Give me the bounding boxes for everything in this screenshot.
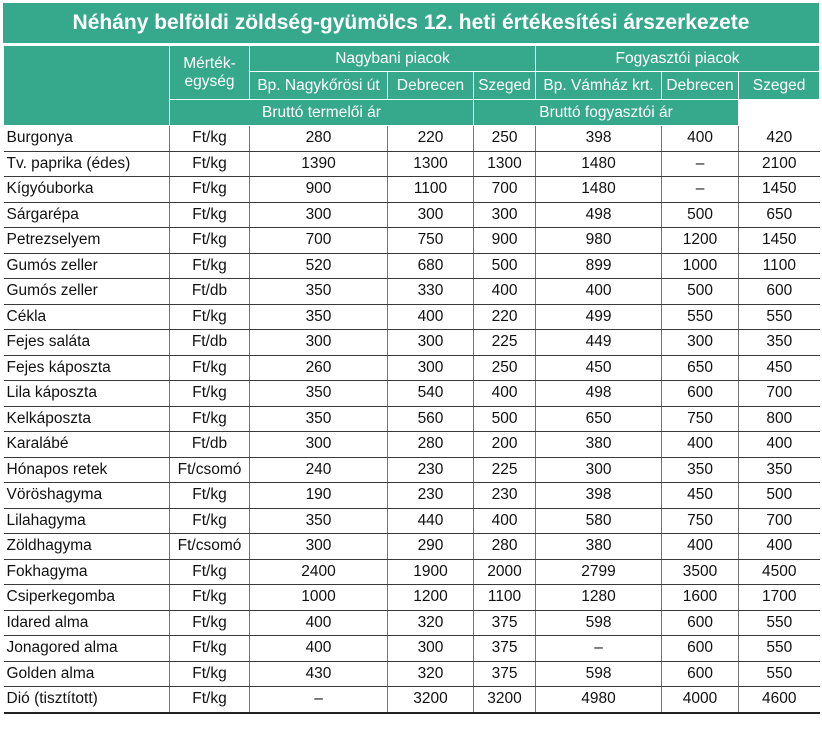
product-name-cell: Kelkáposzta xyxy=(4,406,170,432)
wholesale-price-cell: 400 xyxy=(474,279,536,305)
consumer-price-cell: 499 xyxy=(536,304,662,330)
header-consumer-group: Fogyasztói piacok xyxy=(536,46,820,72)
table-row xyxy=(4,381,820,407)
product-name-cell: Gumós zeller xyxy=(4,279,170,305)
header-consumer-market: Szeged xyxy=(739,72,820,100)
wholesale-price-cell: 1390 xyxy=(250,151,388,177)
consumer-price-cell: 650 xyxy=(536,406,662,432)
unit-cell: Ft/kg xyxy=(170,253,250,279)
consumer-price-cell: 350 xyxy=(739,330,820,356)
table-header xyxy=(4,46,820,126)
product-name-cell: Petrezselyem xyxy=(4,228,170,254)
wholesale-price-cell: 375 xyxy=(474,610,536,636)
wholesale-price-cell: 500 xyxy=(474,406,536,432)
header-unit: Mérték- egység xyxy=(170,46,250,100)
product-name-cell: Burgonya xyxy=(4,126,170,152)
unit-cell: Ft/kg xyxy=(170,202,250,228)
header-wholesale-market: Szeged xyxy=(474,72,536,100)
wholesale-price-cell: – xyxy=(250,687,388,713)
unit-cell: Ft/kg xyxy=(170,483,250,509)
consumer-price-cell: 4000 xyxy=(662,687,739,713)
consumer-price-cell: 1600 xyxy=(662,585,739,611)
consumer-price-cell: – xyxy=(662,177,739,203)
table-row xyxy=(4,687,820,713)
wholesale-price-cell: 500 xyxy=(474,253,536,279)
wholesale-price-cell: 350 xyxy=(250,304,388,330)
consumer-price-cell: 4600 xyxy=(739,687,820,713)
consumer-price-cell: 550 xyxy=(739,304,820,330)
unit-cell: Ft/kg xyxy=(170,559,250,585)
wholesale-price-cell: 375 xyxy=(474,661,536,687)
consumer-price-cell: 800 xyxy=(739,406,820,432)
table-row xyxy=(4,534,820,560)
wholesale-price-cell: 1100 xyxy=(388,177,474,203)
wholesale-price-cell: 900 xyxy=(250,177,388,203)
header-consumer-price-label: Bruttó fogyasztói ár xyxy=(474,100,739,126)
unit-cell: Ft/kg xyxy=(170,406,250,432)
consumer-price-cell: 420 xyxy=(739,126,820,152)
unit-cell: Ft/kg xyxy=(170,661,250,687)
wholesale-price-cell: 350 xyxy=(250,381,388,407)
wholesale-price-cell: 1300 xyxy=(388,151,474,177)
wholesale-price-cell: 330 xyxy=(388,279,474,305)
consumer-price-cell: 400 xyxy=(662,126,739,152)
wholesale-price-cell: 280 xyxy=(474,534,536,560)
consumer-price-cell: 550 xyxy=(739,661,820,687)
table-row xyxy=(4,330,820,356)
wholesale-price-cell: 300 xyxy=(250,202,388,228)
consumer-price-cell: 1700 xyxy=(739,585,820,611)
table-row xyxy=(4,228,820,254)
consumer-price-cell: 700 xyxy=(739,381,820,407)
consumer-price-cell: 600 xyxy=(662,610,739,636)
wholesale-price-cell: 300 xyxy=(250,432,388,458)
price-table xyxy=(3,45,820,714)
wholesale-price-cell: 3200 xyxy=(388,687,474,713)
consumer-price-cell: 350 xyxy=(662,457,739,483)
wholesale-price-cell: 300 xyxy=(250,534,388,560)
consumer-price-cell: 450 xyxy=(536,355,662,381)
product-name-cell: Fokhagyma xyxy=(4,559,170,585)
wholesale-price-cell: 250 xyxy=(474,126,536,152)
table-row xyxy=(4,559,820,585)
consumer-price-cell: 600 xyxy=(662,381,739,407)
wholesale-price-cell: 260 xyxy=(250,355,388,381)
unit-cell: Ft/kg xyxy=(170,508,250,534)
header-wholesale-price-label: Bruttó termelői ár xyxy=(170,100,474,126)
table-row xyxy=(4,457,820,483)
wholesale-price-cell: 1100 xyxy=(474,585,536,611)
wholesale-price-cell: 225 xyxy=(474,330,536,356)
consumer-price-cell: 3500 xyxy=(662,559,739,585)
product-name-cell: Golden alma xyxy=(4,661,170,687)
wholesale-price-cell: 350 xyxy=(250,406,388,432)
consumer-price-cell: 398 xyxy=(536,126,662,152)
wholesale-price-cell: 440 xyxy=(388,508,474,534)
table-row xyxy=(4,126,820,152)
unit-cell: Ft/csomó xyxy=(170,534,250,560)
consumer-price-cell: 600 xyxy=(662,636,739,662)
wholesale-price-cell: 220 xyxy=(388,126,474,152)
unit-cell: Ft/kg xyxy=(170,610,250,636)
consumer-price-cell: 380 xyxy=(536,432,662,458)
consumer-price-cell: 400 xyxy=(739,534,820,560)
wholesale-price-cell: 1000 xyxy=(250,585,388,611)
consumer-price-cell: 380 xyxy=(536,534,662,560)
product-name-cell: Fejes káposzta xyxy=(4,355,170,381)
wholesale-price-cell: 700 xyxy=(474,177,536,203)
wholesale-price-cell: 300 xyxy=(388,330,474,356)
product-name-cell: Gumós zeller xyxy=(4,253,170,279)
wholesale-price-cell: 1300 xyxy=(474,151,536,177)
consumer-price-cell: 600 xyxy=(662,661,739,687)
consumer-price-cell: 2799 xyxy=(536,559,662,585)
unit-cell: Ft/db xyxy=(170,279,250,305)
table-row xyxy=(4,508,820,534)
table-row xyxy=(4,432,820,458)
consumer-price-cell: 450 xyxy=(662,483,739,509)
consumer-price-cell: 550 xyxy=(739,636,820,662)
consumer-price-cell: 1450 xyxy=(739,177,820,203)
wholesale-price-cell: 540 xyxy=(388,381,474,407)
table-row xyxy=(4,406,820,432)
product-name-cell: Hónapos retek xyxy=(4,457,170,483)
consumer-price-cell: 398 xyxy=(536,483,662,509)
wholesale-price-cell: 1200 xyxy=(388,585,474,611)
product-name-cell: Vöröshagyma xyxy=(4,483,170,509)
wholesale-price-cell: 300 xyxy=(250,330,388,356)
wholesale-price-cell: 320 xyxy=(388,661,474,687)
consumer-price-cell: 300 xyxy=(662,330,739,356)
unit-cell: Ft/kg xyxy=(170,636,250,662)
unit-cell: Ft/kg xyxy=(170,381,250,407)
product-name-cell: Lila káposzta xyxy=(4,381,170,407)
wholesale-price-cell: 240 xyxy=(250,457,388,483)
table-row xyxy=(4,279,820,305)
wholesale-price-cell: 400 xyxy=(388,304,474,330)
wholesale-price-cell: 400 xyxy=(250,636,388,662)
unit-cell: Ft/kg xyxy=(170,304,250,330)
wholesale-price-cell: 400 xyxy=(474,381,536,407)
table-row xyxy=(4,151,820,177)
wholesale-price-cell: 320 xyxy=(388,610,474,636)
consumer-price-cell: 598 xyxy=(536,610,662,636)
table-row xyxy=(4,304,820,330)
wholesale-price-cell: 230 xyxy=(474,483,536,509)
wholesale-price-cell: 300 xyxy=(474,202,536,228)
wholesale-price-cell: 2400 xyxy=(250,559,388,585)
wholesale-price-cell: 300 xyxy=(388,355,474,381)
header-wholesale-market: Debrecen xyxy=(388,72,474,100)
product-name-cell: Fejes saláta xyxy=(4,330,170,356)
consumer-price-cell: 1480 xyxy=(536,151,662,177)
wholesale-price-cell: 900 xyxy=(474,228,536,254)
wholesale-price-cell: 230 xyxy=(388,483,474,509)
consumer-price-cell: – xyxy=(536,636,662,662)
consumer-price-cell: 400 xyxy=(662,534,739,560)
consumer-price-cell: 550 xyxy=(662,304,739,330)
header-product-blank xyxy=(4,46,170,126)
table-row xyxy=(4,661,820,687)
consumer-price-cell: 4980 xyxy=(536,687,662,713)
product-name-cell: Sárgarépa xyxy=(4,202,170,228)
wholesale-price-cell: 350 xyxy=(250,279,388,305)
product-name-cell: Csiperkegomba xyxy=(4,585,170,611)
table-row xyxy=(4,585,820,611)
product-name-cell: Lilahagyma xyxy=(4,508,170,534)
consumer-price-cell: 1450 xyxy=(739,228,820,254)
consumer-price-cell: 450 xyxy=(739,355,820,381)
consumer-price-cell: 600 xyxy=(739,279,820,305)
consumer-price-cell: 1480 xyxy=(536,177,662,203)
header-wholesale-market: Bp. Nagykőrösi út xyxy=(250,72,388,100)
table-title: Néhány belföldi zöldség-gyümölcs 12. heti értékesítési árszerkezete xyxy=(3,3,819,43)
wholesale-price-cell: 300 xyxy=(388,202,474,228)
wholesale-price-cell: 250 xyxy=(474,355,536,381)
wholesale-price-cell: 220 xyxy=(474,304,536,330)
unit-cell: Ft/kg xyxy=(170,177,250,203)
wholesale-price-cell: 230 xyxy=(388,457,474,483)
header-wholesale-group: Nagybani piacok xyxy=(250,46,536,72)
product-name-cell: Dió (tisztított) xyxy=(4,687,170,713)
consumer-price-cell: 980 xyxy=(536,228,662,254)
consumer-price-cell: 700 xyxy=(739,508,820,534)
wholesale-price-cell: 280 xyxy=(250,126,388,152)
wholesale-price-cell: 750 xyxy=(388,228,474,254)
consumer-price-cell: 1280 xyxy=(536,585,662,611)
consumer-price-cell: 449 xyxy=(536,330,662,356)
consumer-price-cell: 550 xyxy=(739,610,820,636)
wholesale-price-cell: 1900 xyxy=(388,559,474,585)
wholesale-price-cell: 2000 xyxy=(474,559,536,585)
product-name-cell: Tv. paprika (édes) xyxy=(4,151,170,177)
wholesale-price-cell: 290 xyxy=(388,534,474,560)
unit-cell: Ft/db xyxy=(170,432,250,458)
wholesale-price-cell: 430 xyxy=(250,661,388,687)
table-row xyxy=(4,636,820,662)
wholesale-price-cell: 300 xyxy=(388,636,474,662)
consumer-price-cell: 750 xyxy=(662,406,739,432)
wholesale-price-cell: 190 xyxy=(250,483,388,509)
wholesale-price-cell: 520 xyxy=(250,253,388,279)
unit-cell: Ft/csomó xyxy=(170,457,250,483)
consumer-price-cell: 400 xyxy=(536,279,662,305)
consumer-price-cell: 1100 xyxy=(739,253,820,279)
product-name-cell: Karalábé xyxy=(4,432,170,458)
consumer-price-cell: 350 xyxy=(739,457,820,483)
consumer-price-cell: 4500 xyxy=(739,559,820,585)
consumer-price-cell: 498 xyxy=(536,381,662,407)
consumer-price-cell: 500 xyxy=(662,279,739,305)
consumer-price-cell: 400 xyxy=(662,432,739,458)
table-row xyxy=(4,483,820,509)
table-row xyxy=(4,253,820,279)
consumer-price-cell: 750 xyxy=(662,508,739,534)
wholesale-price-cell: 375 xyxy=(474,636,536,662)
wholesale-price-cell: 225 xyxy=(474,457,536,483)
consumer-price-cell: 1200 xyxy=(662,228,739,254)
consumer-price-cell: 1000 xyxy=(662,253,739,279)
product-name-cell: Idared alma xyxy=(4,610,170,636)
product-name-cell: Cékla xyxy=(4,304,170,330)
consumer-price-cell: 650 xyxy=(662,355,739,381)
table-row xyxy=(4,355,820,381)
consumer-price-cell: 899 xyxy=(536,253,662,279)
wholesale-price-cell: 400 xyxy=(250,610,388,636)
consumer-price-cell: 500 xyxy=(739,483,820,509)
wholesale-price-cell: 280 xyxy=(388,432,474,458)
consumer-price-cell: 650 xyxy=(739,202,820,228)
unit-cell: Ft/kg xyxy=(170,585,250,611)
wholesale-price-cell: 3200 xyxy=(474,687,536,713)
header-consumer-market: Bp. Vámház krt. xyxy=(536,72,662,100)
product-name-cell: Zöldhagyma xyxy=(4,534,170,560)
wholesale-price-cell: 350 xyxy=(250,508,388,534)
consumer-price-cell: 2100 xyxy=(739,151,820,177)
unit-cell: Ft/kg xyxy=(170,126,250,152)
header-consumer-market: Debrecen xyxy=(662,72,739,100)
consumer-price-cell: – xyxy=(662,151,739,177)
unit-cell: Ft/kg xyxy=(170,687,250,713)
consumer-price-cell: 400 xyxy=(739,432,820,458)
unit-cell: Ft/kg xyxy=(170,151,250,177)
wholesale-price-cell: 560 xyxy=(388,406,474,432)
unit-cell: Ft/kg xyxy=(170,228,250,254)
wholesale-price-cell: 400 xyxy=(474,508,536,534)
product-name-cell: Jonagored alma xyxy=(4,636,170,662)
table-body xyxy=(4,126,820,713)
consumer-price-cell: 580 xyxy=(536,508,662,534)
unit-cell: Ft/kg xyxy=(170,355,250,381)
wholesale-price-cell: 200 xyxy=(474,432,536,458)
unit-cell: Ft/db xyxy=(170,330,250,356)
table-row xyxy=(4,177,820,203)
table-row xyxy=(4,202,820,228)
product-name-cell: Kígyóuborka xyxy=(4,177,170,203)
table-row xyxy=(4,610,820,636)
consumer-price-cell: 300 xyxy=(536,457,662,483)
consumer-price-cell: 598 xyxy=(536,661,662,687)
wholesale-price-cell: 680 xyxy=(388,253,474,279)
consumer-price-cell: 500 xyxy=(662,202,739,228)
consumer-price-cell: 498 xyxy=(536,202,662,228)
wholesale-price-cell: 700 xyxy=(250,228,388,254)
